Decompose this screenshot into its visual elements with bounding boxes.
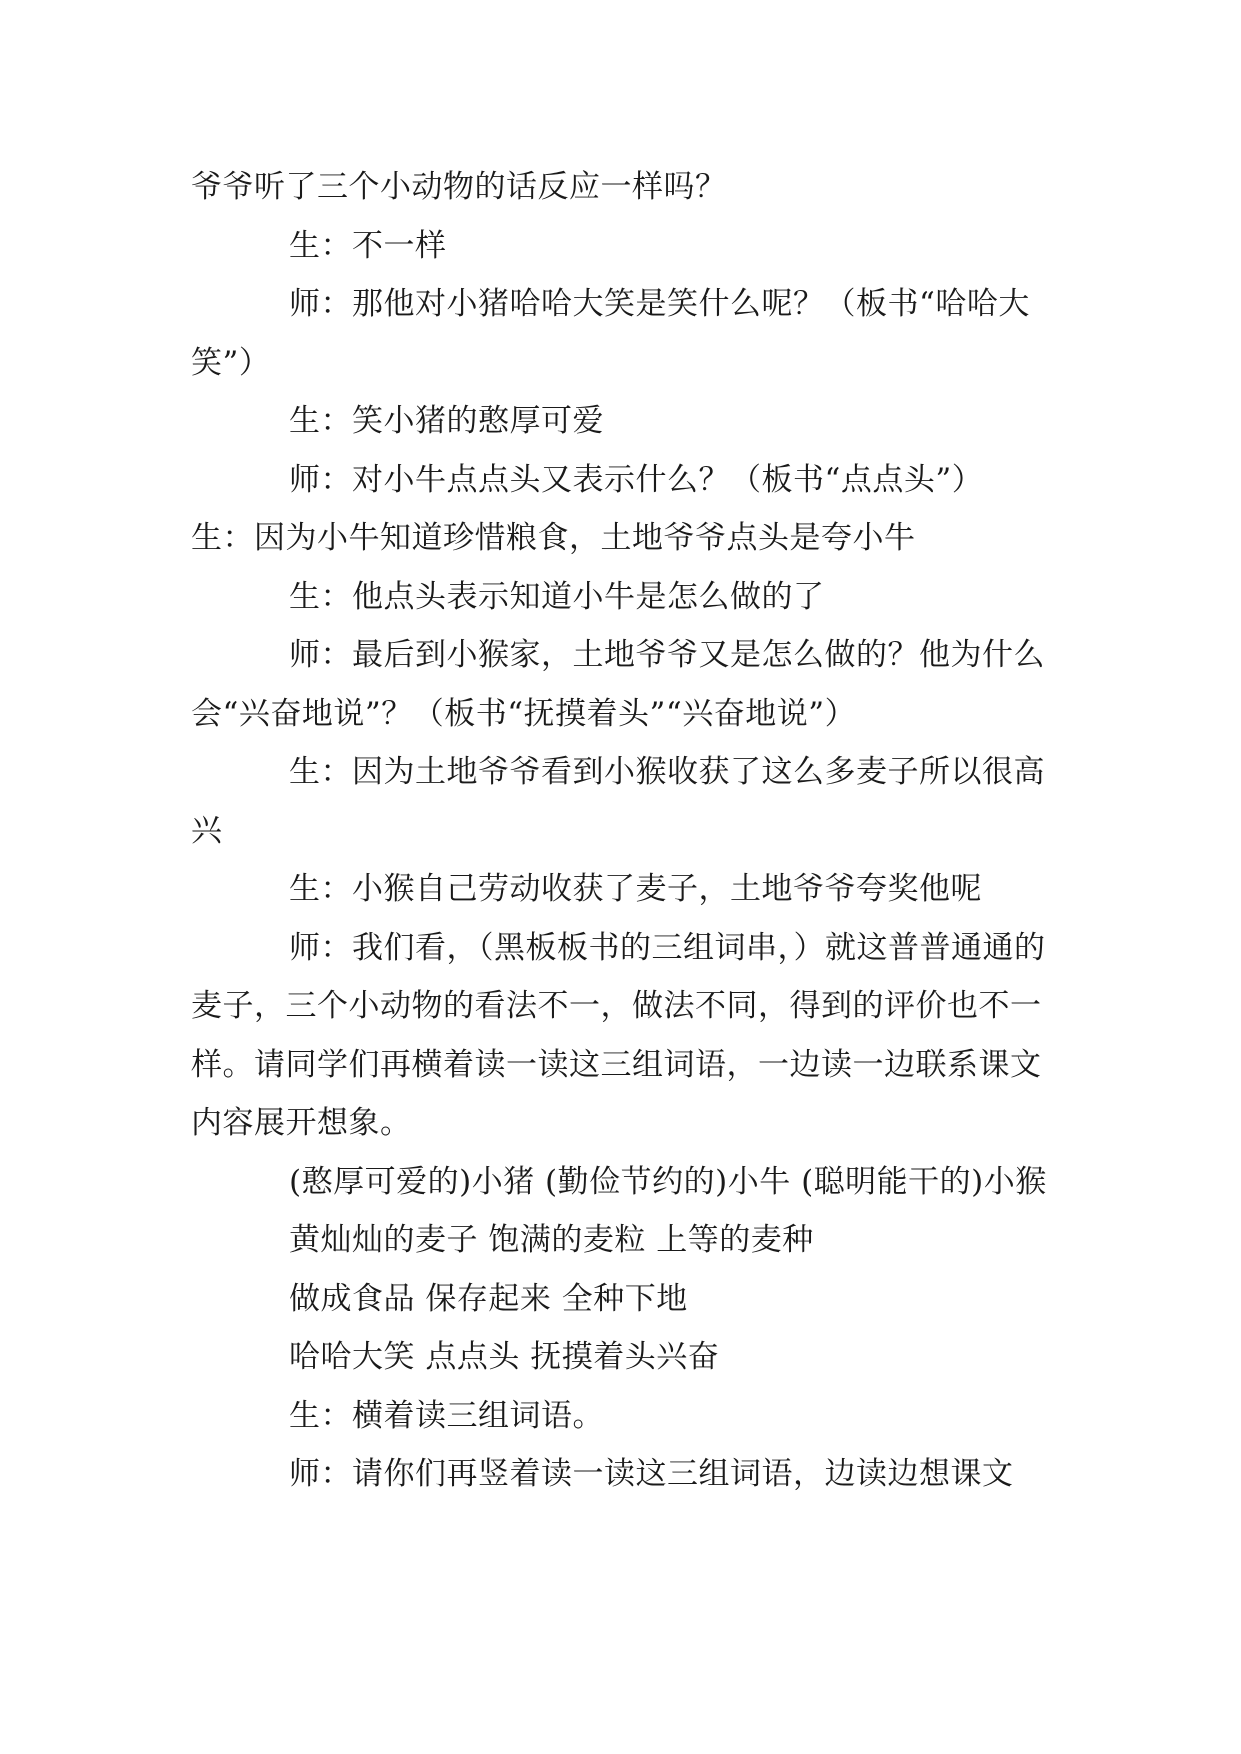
word-group-line: 哈哈大笑 点点头 抚摸着头兴奋 (289, 1339, 720, 1375)
word-group-line: 黄灿灿的麦子 饱满的麦粒 上等的麦种 (289, 1222, 814, 1258)
word-group-line: 做成食品 保存起来 全种下地 (289, 1280, 688, 1317)
paragraph: 爷爷听了三个小动物的话反应一样吗？ (191, 169, 727, 205)
paragraph: 师：我们看，（黑板板书的三组词串，）就这普普通通的麦子，三个小动物的看法不一，做法不同，得到的评价也不一样。请同学们再横着读一读这三组词语，一边读一边联系课文内容展开想象。 (191, 929, 1046, 1141)
paragraph: 生：因为小牛知道珍惜粮食，土地爷爷点头是夸小牛 (191, 520, 916, 556)
paragraph: 生：小猴自己劳动收获了麦子，土地爷爷夸奖他呢 (289, 871, 982, 907)
paragraph: 师：请你们再竖着读一读这三组词语，边读边想课文 (289, 1456, 1014, 1492)
paragraph: 师：最后到小猴家，土地爷爷又是怎么做的？他为什么会“兴奋地说”？（板书“抚摸着头”“兴奋地说”） (191, 637, 1045, 732)
paragraph: 生：笑小猪的憨厚可爱 (289, 403, 604, 439)
paragraph: 师：那他对小猪哈哈大笑是笑什么呢？（板书“哈哈大笑”） (191, 286, 1030, 381)
paragraph: (憨厚可爱的)小猪 (勤俭节约的)小牛 (聪明能干的)小猴 (289, 1163, 1047, 1200)
paragraph: 生：横着读三组词语。 (289, 1397, 604, 1434)
paragraph: 生：他点头表示知道小牛是怎么做的了 (289, 578, 825, 615)
paragraph: 生：因为土地爷爷看到小猴收获了这么多麦子所以很高兴 (191, 754, 1045, 849)
paragraph: 师：对小牛点点头又表示什么？（板书“点点头”） (289, 461, 984, 498)
paragraph: 生：不一样 (289, 227, 447, 264)
document-body (191, 158, 1061, 1504)
